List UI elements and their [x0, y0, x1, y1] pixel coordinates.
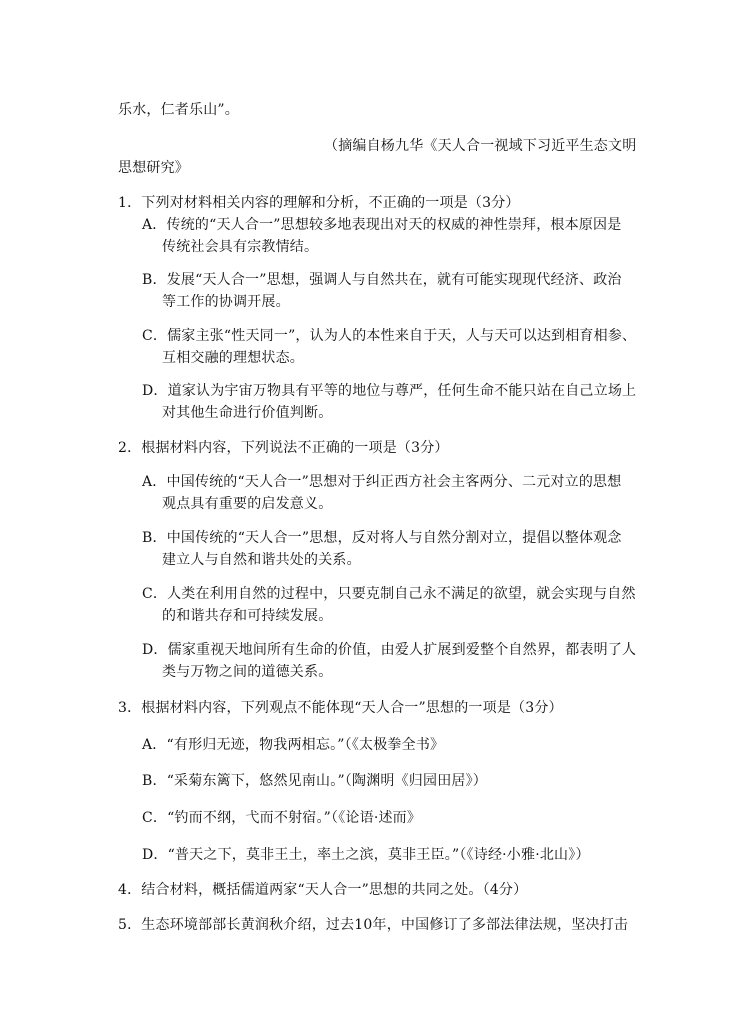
question-2-option-d: D．儒家重视天地间所有生命的价值，由爱人扩展到爱整个自然界，都表明了人 [142, 642, 637, 658]
question-2-option-b-cont: 建立人与自然和谐共处的关系。 [162, 552, 361, 568]
question-2-stem: 2．根据材料内容，下列说法不正确的一项是（3分） [118, 440, 449, 456]
question-2-option-c: C．人类在利用自然的过程中，只要克制自己永不满足的欲望，就会实现与自然 [142, 586, 636, 602]
question-3-stem: 3．根据材料内容，下列观点不能体现“天人合一”思想的一项是（3分） [118, 700, 563, 716]
question-3-option-b: B．“采菊东篱下，悠然见南山。”（陶渊明《归园田居》） [142, 773, 488, 789]
question-3-option-a: A．“有形归无迹，物我两相忘。”（《太极拳全书》 [142, 737, 445, 753]
question-1-option-a: A．传统的“天人合一”思想较多地表现出对天的权威的神性崇拜，根本原因是 [142, 217, 622, 233]
question-2-option-c-cont: 的和谐共存和可持续发展。 [162, 608, 333, 624]
question-2-option-a: A．中国传统的“天人合一”思想对于纠正西方社会主客两分、二元对立的思想 [142, 474, 622, 490]
intro-line: 乐水，仁者乐山”。 [118, 102, 239, 118]
question-1-option-a-cont: 传统社会具有宗教情结。 [162, 239, 319, 255]
question-3-option-d: D．“普天之下，莫非王土，率土之滨，莫非王臣。”（《诗经·小雅·北山》） [142, 847, 590, 863]
question-2-option-d-cont: 类与万物之间的道德关系。 [162, 664, 333, 680]
question-1-option-b-cont: 等工作的协调开展。 [162, 294, 290, 310]
question-4-stem: 4．结合材料，概括儒道两家“天人合一”思想的共同之处。（4分） [118, 882, 528, 898]
question-1-stem: 1．下列对材料相关内容的理解和分析，不正确的一项是（3分） [118, 195, 520, 211]
question-1-option-b: B．发展“天人合一”思想，强调人与自然共在，就有可能实现现代经济、政治 [142, 272, 622, 288]
question-2-option-a-cont: 观点具有重要的启发意义。 [162, 496, 333, 512]
source-citation: （摘编自杨九华《天人合一视域下习近平生态文明 [324, 138, 637, 154]
question-3-option-c: C．“钓而不纲，弋而不射宿。”（《论语·述而》 [142, 810, 422, 826]
question-1-option-c-cont: 互相交融的理想状态。 [162, 350, 304, 366]
source-citation-cont: 思想研究》 [118, 160, 189, 176]
question-1-option-c: C．儒家主张“性天同一”，认为人的本性来自于天，人与天可以达到相育相参、 [142, 328, 637, 344]
question-1-option-d-cont: 对其他生命进行价值判断。 [162, 405, 333, 421]
question-1-option-d: D．道家认为宇宙万物具有平等的地位与尊严，任何生命不能只站在自己立场上 [142, 383, 637, 399]
question-2-option-b: B．中国传统的“天人合一”思想，反对将人与自然分割对立，提倡以整体观念 [142, 530, 622, 546]
question-5-stem: 5．生态环境部部长黄润秋介绍，过去10年，中国修订了多部法律法规，坚决打击 [118, 917, 629, 933]
